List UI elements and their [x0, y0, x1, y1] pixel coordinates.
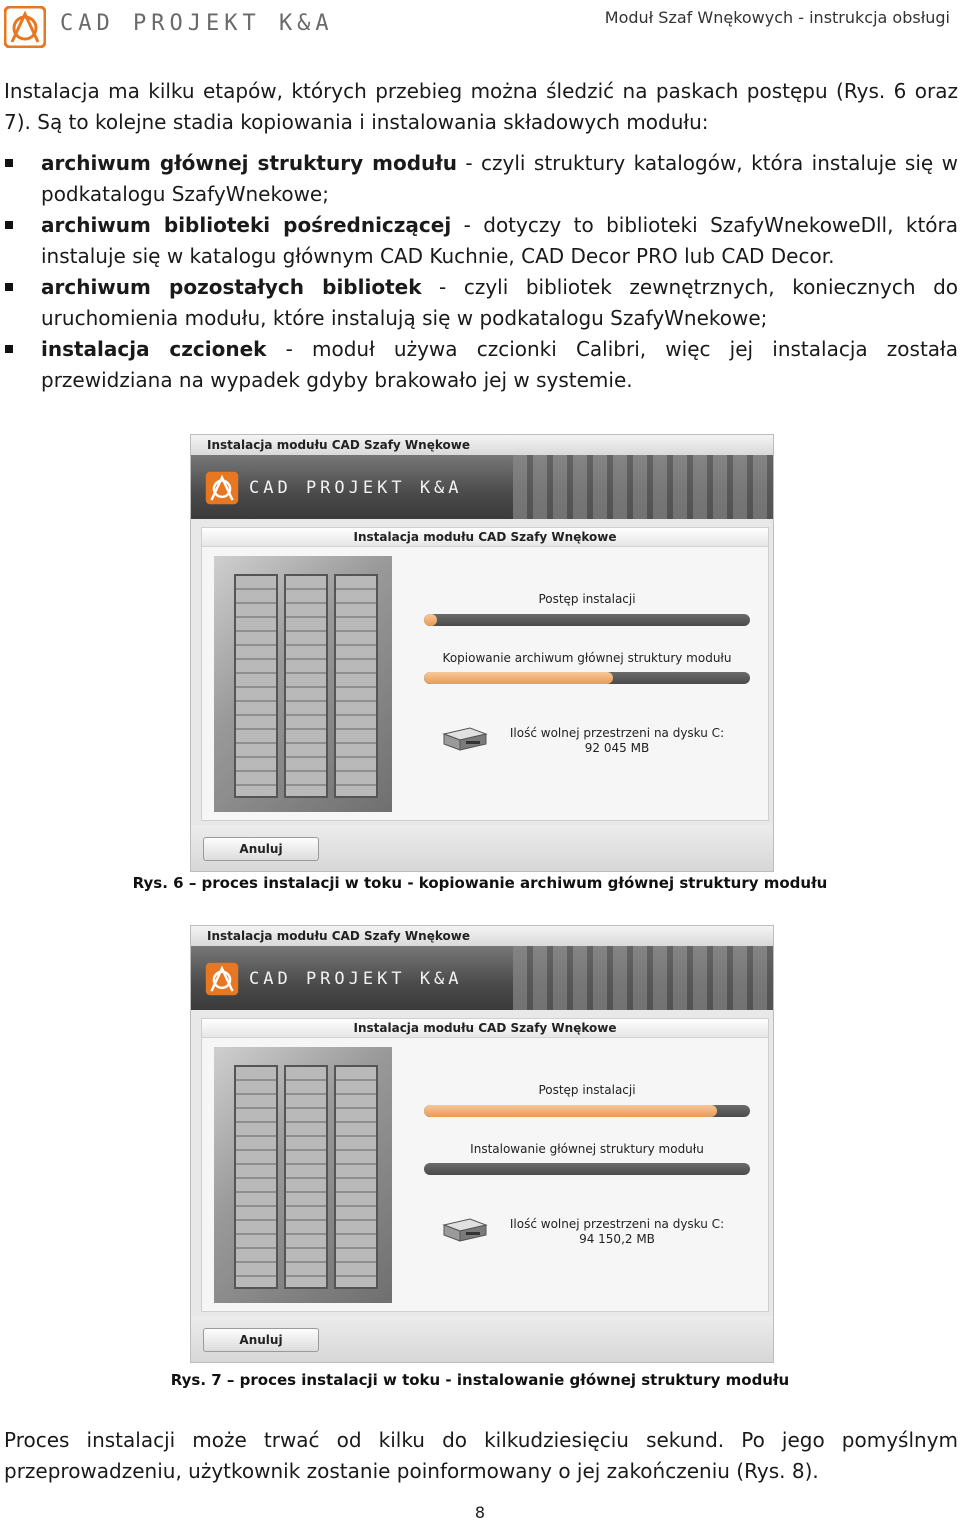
wardrobe-door	[284, 574, 328, 798]
page-header	[0, 0, 960, 52]
disk-space-value: 92 045 MB	[584, 741, 650, 755]
banner-decoration	[513, 946, 773, 1010]
hard-drive-icon	[440, 1217, 488, 1243]
cancel-button[interactable]: Anuluj	[203, 1328, 319, 1352]
outro-paragraph: Proces instalacji może trwać od kilku do kilkudziesięciu sekund. Po jego pomyślnym przeprowadzeniu, użytkownik zostanie poinformowany o jej zakończeniu (Rys. 8).	[4, 1428, 958, 1483]
square-bullet-icon	[5, 283, 13, 291]
bullet-text: - czyli bibliotek zewnętrznych, koniecznych do uruchomienia modułu, które instalują się w podkatalogu SzafyWnekowe;	[41, 275, 958, 330]
window-titlebar	[191, 435, 773, 455]
wardrobe-image	[214, 1047, 392, 1303]
installer-banner	[191, 946, 773, 1010]
progress-fill	[424, 614, 437, 626]
disk-space-label: Ilość wolnej przestrzeni na dysku C:	[509, 726, 725, 740]
list-item	[0, 148, 958, 210]
installer-footer	[191, 1316, 773, 1362]
document-title: Moduł Szaf Wnękowych - instrukcja obsługi	[604, 8, 950, 27]
bullet-term: archiwum pozostałych bibliotek	[41, 275, 422, 299]
wardrobe-door	[234, 1065, 278, 1289]
window-title: Instalacja modułu CAD Szafy Wnękowe	[207, 929, 470, 943]
progress-label: Postęp instalacji	[538, 592, 636, 606]
company-logo-text: CAD PROJEKT K&A	[60, 11, 334, 36]
company-logo-icon	[4, 6, 46, 48]
wardrobe-door	[334, 574, 378, 798]
disk-space-info	[502, 1217, 732, 1247]
step-label: Kopiowanie archiwum głównej struktury modułu	[442, 651, 732, 665]
bullet-text: - czyli struktury katalogów, która instaluje się w podkatalogu SzafyWnekowe;	[41, 151, 959, 206]
installer-panel	[201, 1018, 769, 1312]
bullet-text: - dotyczy to biblioteki SzafyWnekoweDll, która instaluje się w katalogu głównym CAD Kuchnie, CAD Decor PRO lub CAD Decor.	[41, 213, 959, 268]
step-progress-bar	[424, 672, 750, 684]
wardrobe-door	[234, 574, 278, 798]
bullet-term: instalacja czcionek	[41, 337, 267, 361]
wardrobe-door	[334, 1065, 378, 1289]
installer-panel	[201, 527, 769, 821]
installer-screenshot-2	[190, 925, 774, 1363]
panel-title: Instalacja modułu CAD Szafy Wnękowe	[202, 528, 768, 547]
progress-label: Postęp instalacji	[538, 1083, 636, 1097]
square-bullet-icon	[5, 345, 13, 353]
cancel-button[interactable]: Anuluj	[203, 837, 319, 861]
list-item	[0, 210, 958, 272]
panel-title: Instalacja modułu CAD Szafy Wnękowe	[202, 1019, 768, 1038]
intro-paragraph: Instalacja ma kilku etapów, których przebieg można śledzić na paskach postępu (Rys. 6 oraz 7). Są to kolejne stadia kopiowania i instalowania składowych modułu:	[4, 79, 958, 134]
window-title: Instalacja modułu CAD Szafy Wnękowe	[207, 438, 470, 452]
figure-caption-7: Rys. 7 – proces instalacji w toku - instalowanie głównej struktury modułu	[170, 1371, 790, 1389]
bullet-text: - moduł używa czcionki Calibri, więc jej instalacja została przewidziana na wypadek gdyby brakowało jej w systemie.	[41, 337, 958, 392]
wardrobe-image	[214, 556, 392, 812]
bullet-term: archiwum głównej struktury modułu	[41, 151, 457, 175]
installer-screenshot-1	[190, 434, 774, 872]
overall-progress-bar	[424, 614, 750, 626]
wardrobe-door	[284, 1065, 328, 1289]
step-progress-bar	[424, 1163, 750, 1175]
banner-logo-text: CAD PROJEKT K&A	[249, 969, 463, 989]
page-number: 8	[474, 1503, 486, 1522]
disk-space-value: 94 150,2 MB	[579, 1232, 655, 1246]
installer-banner	[191, 455, 773, 519]
list-item	[0, 272, 958, 334]
progress-fill	[424, 1105, 717, 1117]
square-bullet-icon	[5, 221, 13, 229]
list-item	[0, 334, 958, 396]
installer-footer	[191, 825, 773, 871]
banner-logo-icon	[205, 471, 239, 505]
banner-decoration	[513, 455, 773, 519]
bullet-list	[0, 148, 958, 396]
disk-space-info	[502, 726, 732, 756]
bullet-term: archiwum biblioteki pośredniczącej	[41, 213, 452, 237]
disk-space-label: Ilość wolnej przestrzeni na dysku C:	[509, 1217, 725, 1231]
progress-fill	[424, 672, 613, 684]
banner-logo-text: CAD PROJEKT K&A	[249, 478, 463, 498]
hard-drive-icon	[440, 726, 488, 752]
square-bullet-icon	[5, 159, 13, 167]
window-titlebar	[191, 926, 773, 946]
banner-logo-icon	[205, 962, 239, 996]
overall-progress-bar	[424, 1105, 750, 1117]
step-label: Instalowanie głównej struktury modułu	[470, 1142, 704, 1156]
figure-caption-6: Rys. 6 – proces instalacji w toku - kopiowanie archiwum głównej struktury modułu	[132, 874, 828, 892]
